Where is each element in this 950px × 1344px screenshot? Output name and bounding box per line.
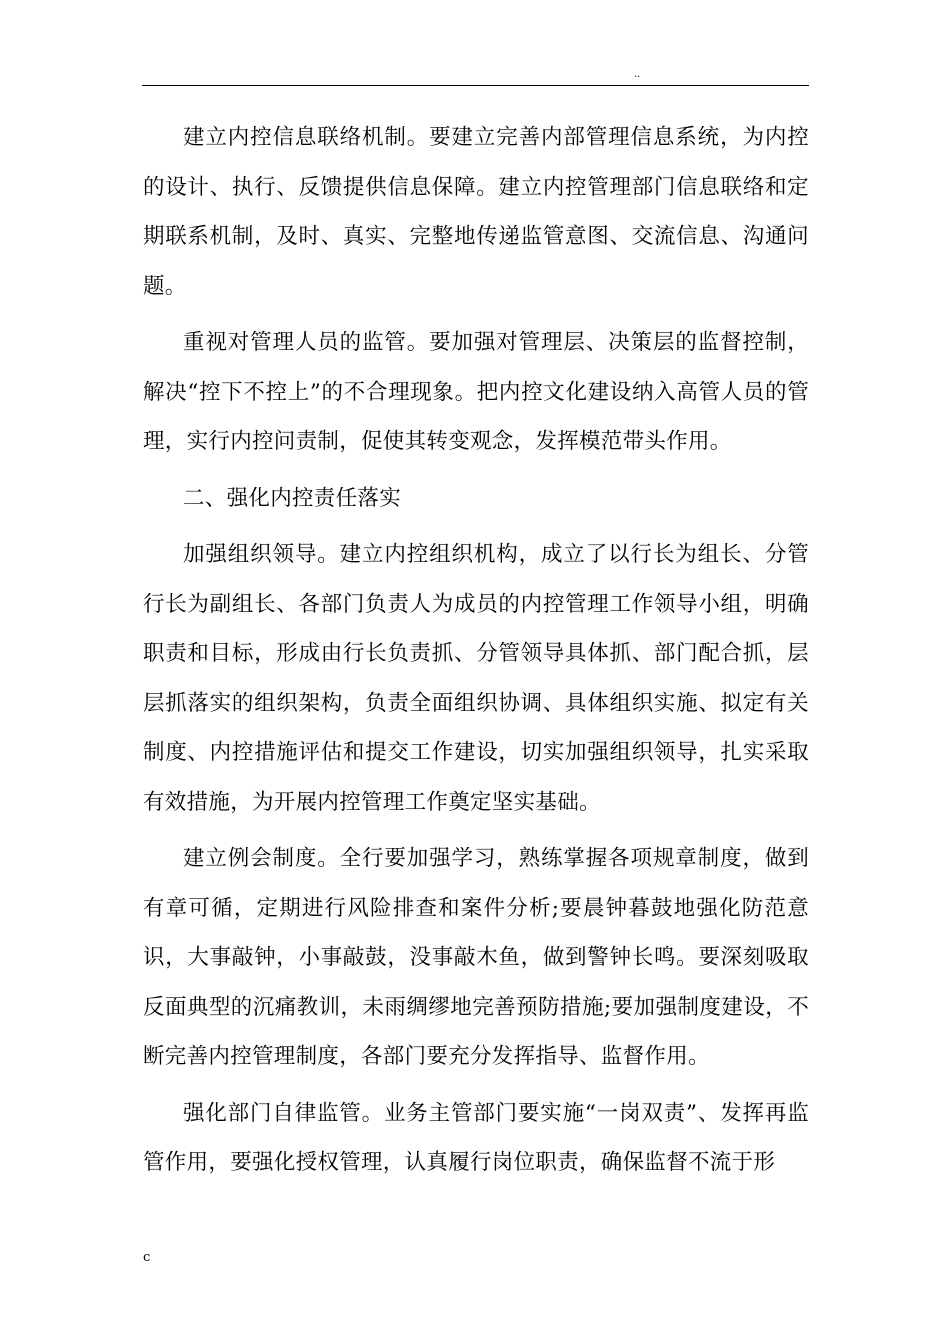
header-mark: .. (634, 69, 641, 80)
section-heading: 二、强化内控责任落实 (183, 485, 402, 511)
paragraph-organization-leadership: 加强组织领导。建立内控组织机构，成立了以行长为组长、分管行长为副组长、各部门负责人为成员的内控管理工作领导小组，明确职责和目标，形成由行长负责抓、分管领导具体抓、部门配合抓，层层抓落实的组织架构，负责全面组织协调、具体组织实施、拟定有关制度、内控措施评估和提交工作建设，切实加强组织领导，扎实采取有效措施，为开展内控管理工作奠定坚实基础。 (143, 542, 809, 815)
paragraph-meeting-system: 建立例会制度。全行要加强学习，熟练掌握各项规章制度，做到有章可循，定期进行风险排查和案件分析;要晨钟暮鼓地强化防范意识，大事敲钟，小事敲鼓，没事敲木鱼，做到警钟长鸣。要深刻吸取反面典型的沉痛教训，未雨绸缪地完善预防措施;要加强制度建设，不断完善内控管理制度，各部门要充分发挥指导、监督作用。 (143, 846, 809, 1069)
paragraph-management-supervision: 重视对管理人员的监管。要加强对管理层、决策层的监督控制，解决“控下不控上”的不合理现象。把内控文化建设纳入高管人员的管理，实行内控问责制，促使其转变观念，发挥模范带头作用。 (143, 330, 809, 454)
paragraph-department-self-discipline: 强化部门自律监管。业务主管部门要实施“一岗双责”、发挥再监管作用，要强化授权管理，认真履行岗位职责，确保监督不流于形 (143, 1100, 809, 1175)
header-rule (142, 85, 809, 86)
document-body (143, 113, 809, 1195)
paragraph-liaison-mechanism: 建立内控信息联络机制。要建立完善内部管理信息系统，为内控的设计、执行、反馈提供信息保障。建立内控管理部门信息联络和定期联系机制，及时、真实、完整地传递监管意图、交流信息、沟通问题。 (143, 125, 809, 299)
footer-mark: c (143, 1250, 151, 1265)
